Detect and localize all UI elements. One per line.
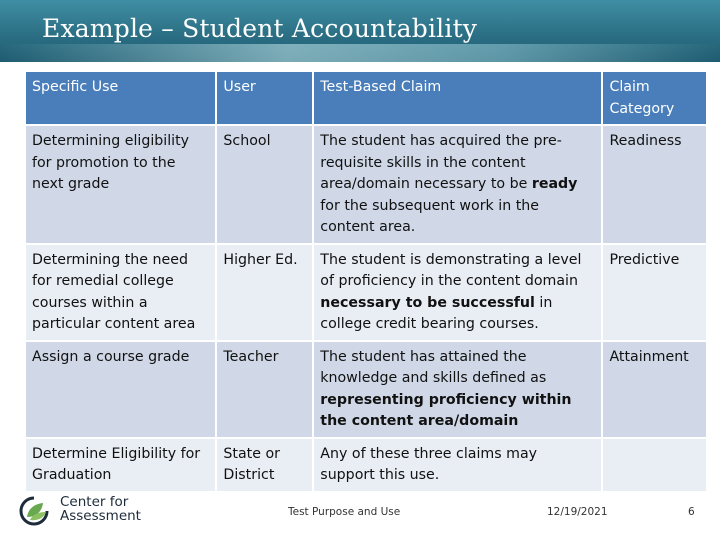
- cell-specific-use: Determining the need for remedial college courses within a particular content area: [26, 245, 215, 340]
- footer-title: Test Purpose and Use: [288, 506, 401, 518]
- footer-page-number: 6: [688, 506, 695, 518]
- header-test-based-claim: Test-Based Claim: [314, 72, 601, 124]
- cell-category: Predictive: [603, 245, 706, 340]
- cell-category: Readiness: [603, 126, 706, 243]
- table-row: [26, 245, 706, 340]
- logo-mark-icon: [18, 495, 54, 527]
- slide-header: [0, 0, 720, 62]
- table-row: [26, 126, 706, 243]
- header-specific-use: Specific Use: [26, 72, 215, 124]
- cell-specific-use: Assign a course grade: [26, 342, 215, 437]
- slide-title: Example – Student Accountability: [42, 14, 478, 43]
- cell-claim: The student has attained the knowledge and skills defined as representing proficiency within the content area/domain: [314, 342, 601, 437]
- header-user: User: [217, 72, 312, 124]
- accountability-table: [24, 70, 708, 493]
- header-claim-category: Claim Category: [603, 72, 706, 124]
- header-highlight: [0, 44, 720, 62]
- cell-claim: The student has acquired the pre-requisite skills in the content area/domain necessary to be ready for the subsequent work in the content area.: [314, 126, 601, 243]
- cell-specific-use: Determining eligibility for promotion to the next grade: [26, 126, 215, 243]
- cell-category: [603, 439, 706, 491]
- cell-user: State or District: [217, 439, 312, 491]
- center-for-assessment-logo: [18, 495, 148, 529]
- table-row: [26, 439, 706, 491]
- logo-line-2: Assessment: [60, 508, 141, 524]
- cell-specific-use: Determine Eligibility for Graduation: [26, 439, 215, 491]
- footer-date: 12/19/2021: [547, 506, 608, 518]
- cell-user: School: [217, 126, 312, 243]
- logo-line-1: Center for: [60, 494, 129, 510]
- table-row: [26, 342, 706, 437]
- cell-user: Higher Ed.: [217, 245, 312, 340]
- cell-category: Attainment: [603, 342, 706, 437]
- cell-user: Teacher: [217, 342, 312, 437]
- cell-claim: Any of these three claims may support this use.: [314, 439, 601, 491]
- cell-claim: The student is demonstrating a level of proficiency in the content domain necessary to be successful in college credit bearing courses.: [314, 245, 601, 340]
- table-header-row: [26, 72, 706, 124]
